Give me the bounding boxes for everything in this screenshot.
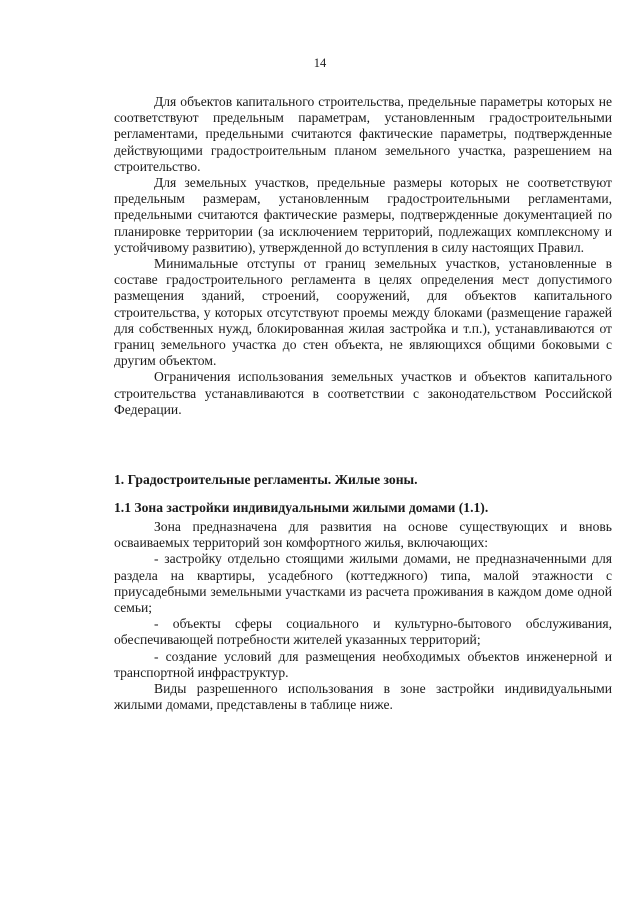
zone-description-block [114,519,612,713]
intro-text-block [114,94,612,418]
page-number: 14 [313,56,327,70]
paragraph-capital-construction-parameters: Для объектов капитального строительства, предельные параметры которых не соответствуют предельным параметрам, установленным градостроительными регламентами, предельными считаются фактические параметры, подтвержденные действующими градостроительным планом земельного участка, разрешением на строительство. [114,94,612,174]
paragraph-land-plot-sizes: Для земельных участков, предельные размеры которых не соответствуют предельным размерам, установленным градостроительными регламентами, предельными считаются фактические размеры, подтвержденные документацией по планировке территории (за исключением территорий, подлежащих комплексному и устойчивому развитию), утвержденной до вступления в силу настоящих Правил. [114,175,612,255]
zone-intro-paragraph: Зона предназначена для развития на основе существующих и вновь осваиваемых территорий зон комфортного жилья, включающих: [114,519,612,551]
list-item: - застройку отдельно стоящими жилыми домами, не предназначенными для раздела на квартиры, усадебного (коттеджного) типа, малой этажности с приусадебными земельными участками из расчета проживания в каждом доме одной семьи; [114,551,612,616]
section-heading: 1. Градостроительные регламенты. Жилые зоны. [114,472,418,487]
list-item: - создание условий для размещения необходимых объектов инженерной и транспортной инфраструктур. [114,648,612,680]
paragraph-minimum-setbacks: Минимальные отступы от границ земельных участков, установленные в составе градостроительного регламента в целях определения мест допустимого размещения зданий, строений, сооружений, для объектов капитального строительства, у которых отсутствуют проемы между блоками (размещение гаражей для собственных нужд, блокированная жилая застройка и т.п.), устанавливаются от границ земельного участка до стен объекта, не являющихся общими боковыми с другим объектом. [114,256,612,369]
subsection-heading: 1.1 Зона застройки индивидуальными жилыми домами (1.1). [114,500,489,515]
paragraph-usage-restrictions: Ограничения использования земельных участков и объектов капитального строительства устанавливаются в соответствии с законодательством Российской Федерации. [114,369,612,417]
list-item: - объекты сферы социального и культурно-бытового обслуживания, обеспечивающей потребности жителей указанных территорий; [114,616,612,648]
closing-paragraph: Виды разрешенного использования в зоне застройки индивидуальными жилыми домами, представлены в таблице ниже. [114,681,612,713]
